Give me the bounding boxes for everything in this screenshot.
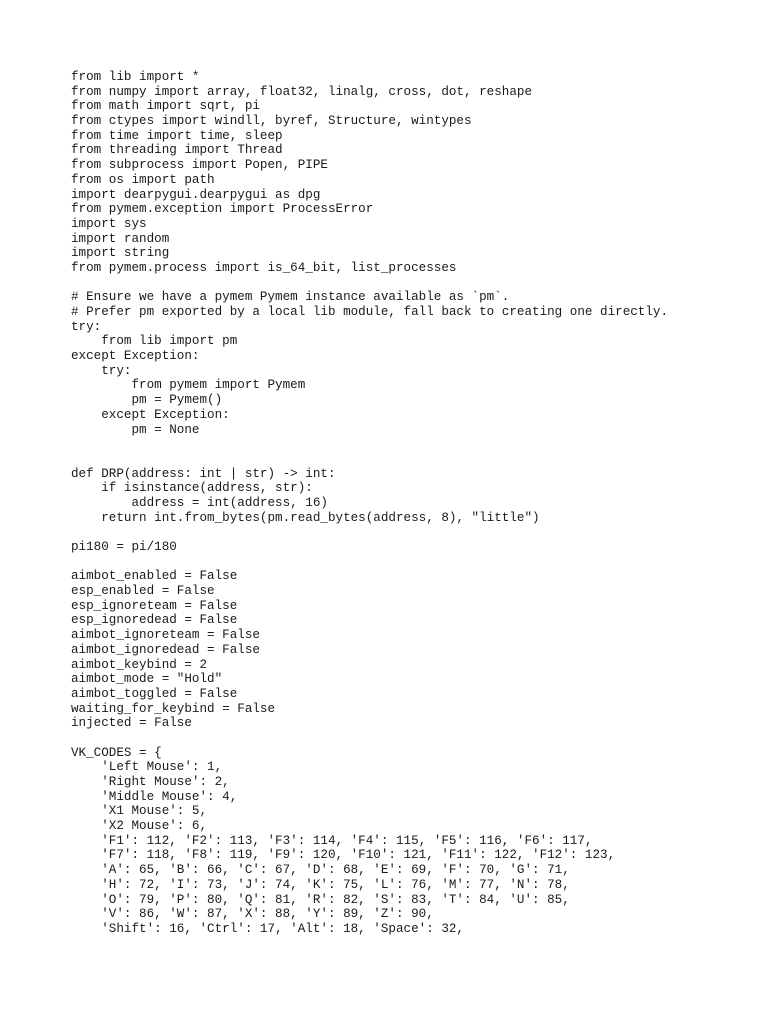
code-line: 'F1': 112, 'F2': 113, 'F3': 114, 'F4': 115, 'F5': 116, 'F6': 117, [71, 833, 593, 848]
code-line: return int.from_bytes(pm.read_bytes(address, 8), "little") [71, 510, 540, 525]
code-line: 'Middle Mouse': 4, [71, 789, 238, 804]
code-line: try: [71, 319, 102, 334]
code-line: except Exception: [71, 349, 200, 364]
code-line: aimbot_enabled = False [71, 569, 238, 584]
code-line: except Exception: [71, 407, 230, 422]
code-line: esp_ignoredead = False [71, 613, 238, 628]
code-line: esp_enabled = False [71, 584, 215, 599]
code-line: from ctypes import windll, byref, Structure, wintypes [71, 114, 472, 129]
code-line: VK_CODES = { [71, 745, 162, 760]
code-line [71, 555, 668, 570]
code-line: aimbot_ignoredead = False [71, 642, 260, 657]
code-line: from subprocess import Popen, PIPE [71, 158, 328, 173]
code-line: if isinstance(address, str): [71, 481, 313, 496]
code-line [71, 731, 668, 746]
code-line [71, 437, 668, 452]
code-line: aimbot_toggled = False [71, 686, 238, 701]
code-line: from threading import Thread [71, 143, 283, 158]
code-line: aimbot_keybind = 2 [71, 657, 208, 672]
code-line: 'V': 86, 'W': 87, 'X': 88, 'Y': 89, 'Z': 90, [71, 907, 434, 922]
code-line: import sys [71, 216, 147, 231]
code-line: 'Left Mouse': 1, [71, 760, 223, 775]
code-line: 'X1 Mouse': 5, [71, 804, 208, 819]
code-line: waiting_for_keybind = False [71, 701, 276, 716]
code-line: 'Right Mouse': 2, [71, 775, 230, 789]
code-line: esp_ignoreteam = False [71, 598, 238, 613]
code-line: try: [71, 363, 132, 378]
code-line: from pymem.process import is_64_bit, list_processes [71, 260, 457, 275]
code-line: import dearpygui.dearpygui as dpg [71, 187, 321, 202]
code-line: from math import sqrt, pi [71, 99, 260, 114]
code-line: 'O': 79, 'P': 80, 'Q': 81, 'R': 82, 'S': 83, 'T': 84, 'U': 85, [71, 892, 570, 907]
code-line: from os import path [71, 172, 215, 187]
code-line: from lib import pm [71, 334, 238, 349]
code-line: pm = Pymem() [71, 393, 223, 408]
code-line: injected = False [71, 716, 192, 731]
code-line: address = int(address, 16) [71, 495, 328, 510]
code-line: pi180 = pi/180 [71, 540, 177, 554]
code-line: from lib import * [71, 70, 200, 84]
code-line: 'X2 Mouse': 6, [71, 819, 208, 834]
code-line: import string [71, 246, 170, 261]
code-line: 'Shift': 16, 'Ctrl': 17, 'Alt': 18, 'Space': 32, [71, 921, 464, 936]
code-line: pm = None [71, 422, 200, 437]
code-line: from pymem import Pymem [71, 378, 306, 393]
code-line [71, 452, 668, 467]
code-line: 'F7': 118, 'F8': 119, 'F9': 120, 'F10': 121, 'F11': 122, 'F12': 123, [71, 848, 616, 863]
code-line: import random [71, 231, 170, 246]
code-line: # Ensure we have a pymem Pymem instance available as `pm`. [71, 290, 510, 305]
code-line: from numpy import array, float32, linalg, cross, dot, reshape [71, 84, 533, 99]
code-line: from time import time, sleep [71, 128, 283, 143]
code-line: aimbot_mode = "Hold" [71, 672, 223, 687]
code-line: # Prefer pm exported by a local lib module, fall back to creating one directly. [71, 305, 669, 319]
code-line: from pymem.exception import ProcessError [71, 202, 374, 217]
code-line [71, 276, 668, 291]
code-line: aimbot_ignoreteam = False [71, 628, 260, 643]
code-line: def DRP(address: int | str) -> int: [71, 466, 336, 481]
code-line: 'H': 72, 'I': 73, 'J': 74, 'K': 75, 'L': 76, 'M': 77, 'N': 78, [71, 877, 570, 892]
code-line: 'A': 65, 'B': 66, 'C': 67, 'D': 68, 'E': 69, 'F': 70, 'G': 71, [71, 863, 570, 878]
code-block [71, 70, 668, 937]
code-line [71, 525, 668, 540]
